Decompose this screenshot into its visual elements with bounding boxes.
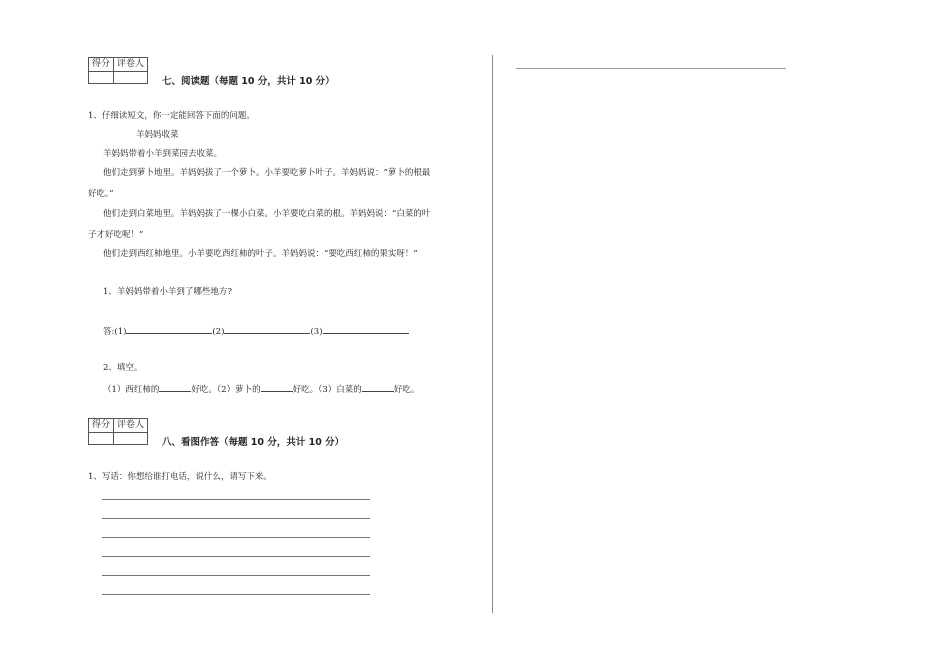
story-paragraph-3b: 子才好吃呢！” xyxy=(88,230,144,240)
right-column-line xyxy=(516,68,786,69)
fill-3-blank[interactable] xyxy=(362,382,394,392)
fill-row xyxy=(103,382,419,396)
grader-cell[interactable] xyxy=(114,433,148,445)
fill-3-prefix: 好吃。（3）白菜的 xyxy=(292,385,362,395)
answer-prefix: 答: xyxy=(103,327,115,337)
answer-1-label: (1) xyxy=(114,327,127,337)
story-paragraph-1: 羊妈妈带着小羊到菜园去收菜。 xyxy=(103,149,223,159)
fill-1-blank[interactable] xyxy=(159,382,191,392)
story-paragraph-2b: 好吃。” xyxy=(88,189,114,199)
section7-title: 七、阅读题（每题 10 分，共计 10 分） xyxy=(162,76,335,87)
score-cell[interactable] xyxy=(89,72,114,84)
section7-question1-intro: 1、仔细读短文，你一定能回答下面的问题。 xyxy=(88,111,255,121)
writing-line-4[interactable] xyxy=(102,556,370,557)
score-box-section7 xyxy=(88,57,148,84)
writing-line-5[interactable] xyxy=(102,575,370,576)
score-cell[interactable] xyxy=(89,433,114,445)
grader-cell[interactable] xyxy=(114,72,148,84)
answer-3-blank[interactable] xyxy=(323,324,409,334)
sub-question-1: 1、羊妈妈带着小羊到了哪些地方? xyxy=(103,287,232,297)
writing-line-3[interactable] xyxy=(102,537,370,538)
score-box-section8 xyxy=(88,418,148,445)
answer-1-blank[interactable] xyxy=(126,324,212,334)
fill-1-prefix: （1）西红柿的 xyxy=(103,385,160,395)
story-paragraph-3a: 他们走到白菜地里。羊妈妈拔了一棵小白菜。小羊要吃白菜的根。羊妈妈说：“白菜的叶 xyxy=(103,209,431,219)
column-divider xyxy=(492,55,493,613)
answer-2-label: (2) xyxy=(212,327,225,337)
writing-line-1[interactable] xyxy=(102,499,370,500)
answer-row xyxy=(103,324,409,338)
score-label: 得分 xyxy=(89,58,114,72)
writing-line-6[interactable] xyxy=(102,594,370,595)
writing-line-2[interactable] xyxy=(102,518,370,519)
grader-label: 评卷人 xyxy=(114,58,148,72)
section8-question1: 1、写话：你想给谁打电话，说什么，请写下来。 xyxy=(88,472,272,482)
fill-suffix: 好吃。 xyxy=(393,385,420,395)
story-paragraph-2a: 他们走到萝卜地里。羊妈妈拔了一个萝卜。小羊要吃萝卜叶子。羊妈妈说：“萝卜的根最 xyxy=(103,168,431,178)
answer-2-blank[interactable] xyxy=(224,324,310,334)
story-paragraph-4: 他们走到西红柿地里。小羊要吃西红柿的叶子。羊妈妈说：“要吃西红柿的果实呀！” xyxy=(103,249,418,259)
story-title: 羊妈妈收菜 xyxy=(136,130,179,140)
section8-title: 八、看图作答（每题 10 分，共计 10 分） xyxy=(162,437,345,448)
fill-2-prefix: 好吃。（2）萝卜的 xyxy=(191,385,261,395)
fill-2-blank[interactable] xyxy=(261,382,293,392)
sub-question-2: 2、填空。 xyxy=(103,363,143,373)
score-label: 得分 xyxy=(89,419,114,433)
grader-label: 评卷人 xyxy=(114,419,148,433)
answer-3-label: (3) xyxy=(310,327,323,337)
